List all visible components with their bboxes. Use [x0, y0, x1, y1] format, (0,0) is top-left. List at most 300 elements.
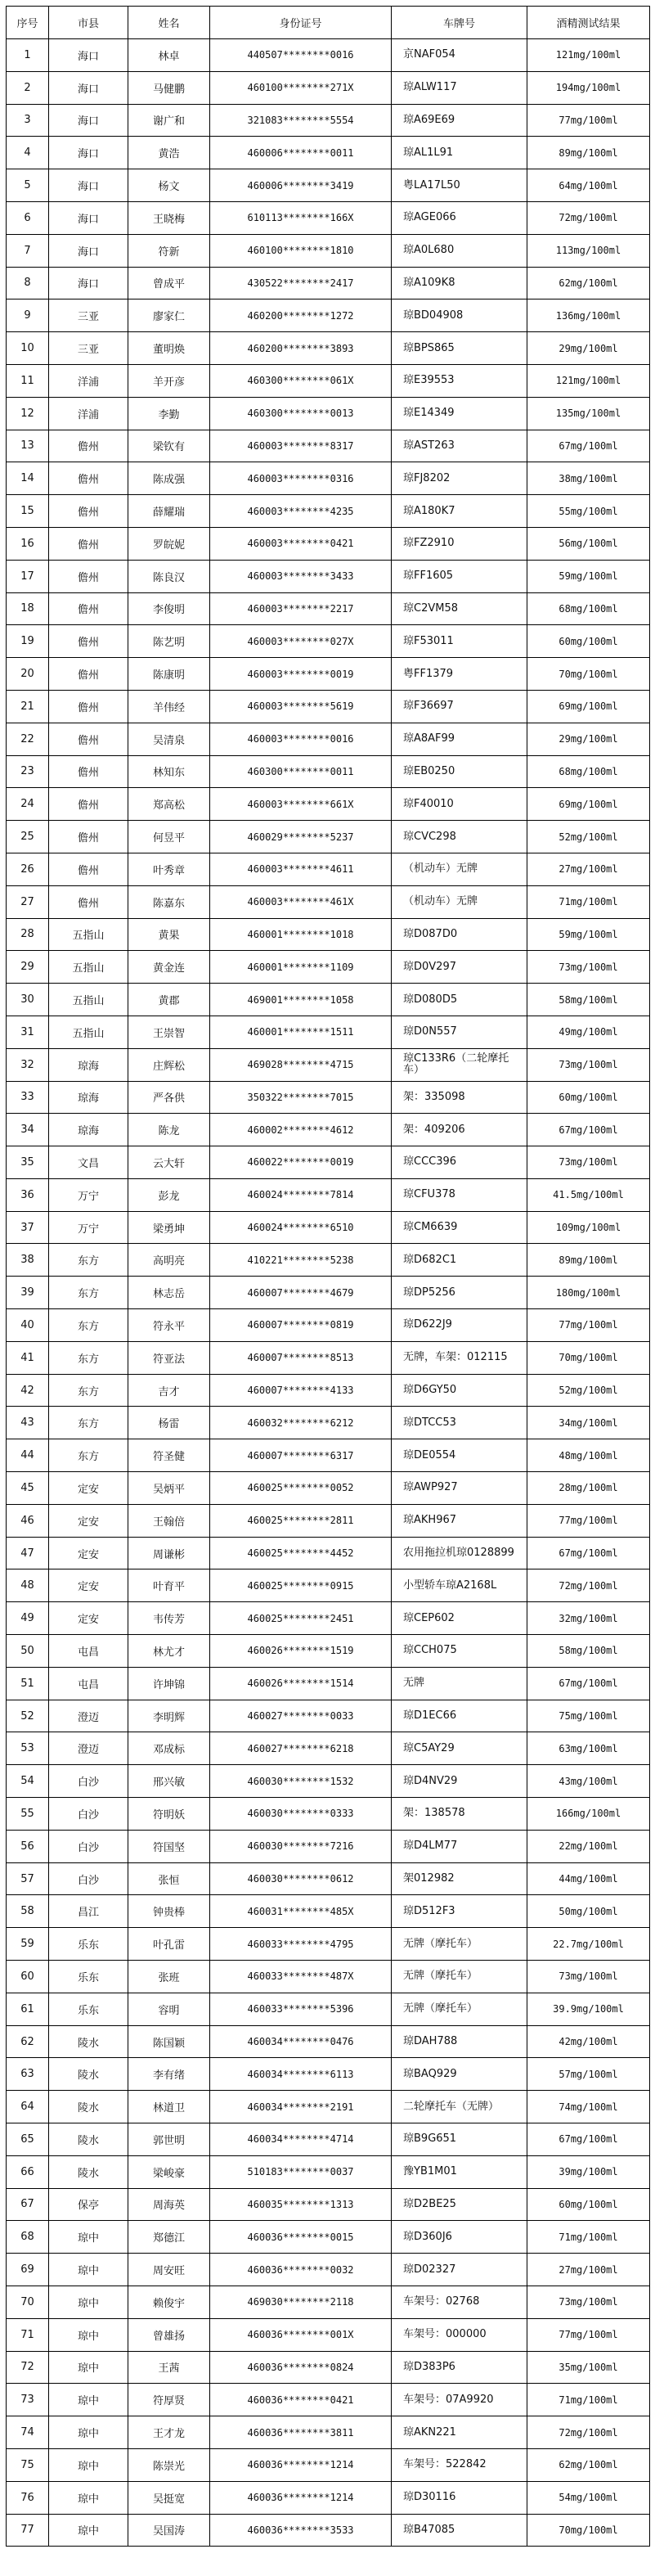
cell-plate: 琼C5AY29 — [392, 1732, 527, 1765]
cell-alcohol-result: 75mg/100ml — [527, 1700, 650, 1732]
cell-index: 62 — [7, 2025, 49, 2058]
cell-county: 儋州 — [49, 560, 128, 592]
cell-county: 儋州 — [49, 853, 128, 885]
cell-alcohol-result: 41.5mg/100ml — [527, 1178, 650, 1211]
table-row — [7, 592, 650, 625]
table-row — [7, 1961, 650, 1993]
cell-alcohol-result: 73mg/100ml — [527, 951, 650, 984]
cell-county: 海口 — [49, 267, 128, 299]
cell-id-number: 460003********3433 — [210, 560, 392, 592]
cell-id-number: 460025********0915 — [210, 1569, 392, 1602]
cell-name: 董明焕 — [128, 332, 210, 365]
cell-id-number: 460036********1214 — [210, 2481, 392, 2514]
cell-county: 白沙 — [49, 1798, 128, 1831]
cell-index: 35 — [7, 1146, 49, 1179]
table-row — [7, 364, 650, 397]
cell-county: 白沙 — [49, 1862, 128, 1895]
cell-plate: 无牌（摩托车） — [392, 1993, 527, 2025]
cell-id-number: 460036********1214 — [210, 2448, 392, 2481]
cell-county: 儋州 — [49, 625, 128, 658]
cell-plate: 琼D6GY50 — [392, 1374, 527, 1407]
cell-index: 43 — [7, 1407, 49, 1439]
cell-index: 72 — [7, 2351, 49, 2384]
cell-index: 30 — [7, 984, 49, 1016]
cell-id-number: 430522********2417 — [210, 267, 392, 299]
cell-index: 44 — [7, 1439, 49, 1472]
cell-plate: 琼D4NV29 — [392, 1765, 527, 1798]
cell-name: 杨雷 — [128, 1407, 210, 1439]
cell-index: 76 — [7, 2481, 49, 2514]
cell-name: 杨文 — [128, 169, 210, 202]
cell-index: 18 — [7, 592, 49, 625]
cell-index: 20 — [7, 658, 49, 691]
table-row — [7, 560, 650, 592]
cell-index: 24 — [7, 788, 49, 821]
cell-id-number: 469028********4715 — [210, 1048, 392, 1081]
cell-name: 薛耀瑞 — [128, 495, 210, 528]
cell-index: 22 — [7, 723, 49, 755]
cell-county: 保亭 — [49, 2188, 128, 2221]
cell-index: 6 — [7, 201, 49, 234]
cell-county: 陵水 — [49, 2123, 128, 2156]
cell-alcohol-result: 64mg/100ml — [527, 169, 650, 202]
cell-id-number: 460003********5619 — [210, 690, 392, 723]
cell-index: 49 — [7, 1602, 49, 1635]
cell-alcohol-result: 67mg/100ml — [527, 1537, 650, 1569]
cell-alcohol-result: 113mg/100ml — [527, 234, 650, 267]
cell-alcohol-result: 109mg/100ml — [527, 1211, 650, 1244]
cell-name: 林知东 — [128, 755, 210, 788]
cell-alcohol-result: 136mg/100ml — [527, 299, 650, 332]
cell-plate: 小型轿车琼A2168L — [392, 1569, 527, 1602]
cell-name: 吴清泉 — [128, 723, 210, 755]
cell-index: 56 — [7, 1830, 49, 1862]
cell-alcohol-result: 60mg/100ml — [527, 625, 650, 658]
cell-name: 邓成标 — [128, 1732, 210, 1765]
cell-index: 71 — [7, 2318, 49, 2351]
cell-alcohol-result: 56mg/100ml — [527, 527, 650, 560]
cell-index: 57 — [7, 1862, 49, 1895]
cell-name: 曾成平 — [128, 267, 210, 299]
cell-county: 乐东 — [49, 1993, 128, 2025]
cell-county: 海口 — [49, 39, 128, 72]
cell-name: 林道卫 — [128, 2091, 210, 2123]
cell-alcohol-result: 67mg/100ml — [527, 430, 650, 462]
cell-plate: 架：335098 — [392, 1081, 527, 1114]
cell-id-number: 460002********4612 — [210, 1114, 392, 1146]
cell-name: 梁勇坤 — [128, 1211, 210, 1244]
table-row — [7, 658, 650, 691]
cell-alcohol-result: 59mg/100ml — [527, 918, 650, 951]
table-row — [7, 1146, 650, 1179]
cell-plate: 琼CM6639 — [392, 1211, 527, 1244]
cell-name: 叶秀章 — [128, 853, 210, 885]
cell-id-number: 460007********8513 — [210, 1341, 392, 1374]
cell-alcohol-result: 70mg/100ml — [527, 658, 650, 691]
table-row — [7, 2384, 650, 2416]
cell-alcohol-result: 71mg/100ml — [527, 2384, 650, 2416]
cell-index: 34 — [7, 1114, 49, 1146]
table-row — [7, 690, 650, 723]
cell-id-number: 460200********3893 — [210, 332, 392, 365]
cell-county: 儋州 — [49, 788, 128, 821]
cell-plate: 琼F40010 — [392, 788, 527, 821]
cell-id-number: 460100********1810 — [210, 234, 392, 267]
cell-county: 陵水 — [49, 2058, 128, 2091]
cell-alcohol-result: 67mg/100ml — [527, 2123, 650, 2156]
cell-alcohol-result: 73mg/100ml — [527, 2286, 650, 2318]
cell-alcohol-result: 35mg/100ml — [527, 2351, 650, 2384]
cell-alcohol-result: 77mg/100ml — [527, 104, 650, 137]
cell-name: 张恒 — [128, 1862, 210, 1895]
cell-alcohol-result: 72mg/100ml — [527, 2416, 650, 2449]
cell-plate: 琼D087D0 — [392, 918, 527, 951]
cell-id-number: 460003********027X — [210, 625, 392, 658]
cell-county: 定安 — [49, 1537, 128, 1569]
cell-plate: 粤FF1379 — [392, 658, 527, 691]
cell-plate: 琼CFU378 — [392, 1178, 527, 1211]
cell-name: 钟贵棒 — [128, 1895, 210, 1928]
cell-alcohol-result: 60mg/100ml — [527, 2188, 650, 2221]
cell-county: 海口 — [49, 234, 128, 267]
cell-id-number: 460034********6113 — [210, 2058, 392, 2091]
cell-county: 儋州 — [49, 821, 128, 853]
cell-alcohol-result: 44mg/100ml — [527, 1862, 650, 1895]
cell-id-number: 460007********4679 — [210, 1277, 392, 1309]
cell-alcohol-result: 22.7mg/100ml — [527, 1928, 650, 1961]
table-row — [7, 2481, 650, 2514]
cell-county: 琼中 — [49, 2481, 128, 2514]
cell-id-number: 460026********1519 — [210, 1635, 392, 1668]
cell-index: 45 — [7, 1472, 49, 1505]
cell-id-number: 460036********3533 — [210, 2514, 392, 2547]
cell-county: 海口 — [49, 137, 128, 169]
cell-index: 28 — [7, 918, 49, 951]
cell-name: 符永平 — [128, 1309, 210, 1342]
cell-alcohol-result: 62mg/100ml — [527, 267, 650, 299]
cell-county: 儋州 — [49, 462, 128, 495]
table-row — [7, 1016, 650, 1048]
cell-plate: 车架号：02768 — [392, 2286, 527, 2318]
cell-plate: 琼A69E69 — [392, 104, 527, 137]
cell-plate: 琼D0N557 — [392, 1016, 527, 1048]
cell-county: 白沙 — [49, 1830, 128, 1862]
cell-index: 48 — [7, 1569, 49, 1602]
cell-id-number: 460007********0819 — [210, 1309, 392, 1342]
cell-name: 郑德江 — [128, 2221, 210, 2254]
cell-id-number: 460300********061X — [210, 364, 392, 397]
cell-index: 69 — [7, 2254, 49, 2286]
cell-plate: 琼D512F3 — [392, 1895, 527, 1928]
cell-index: 60 — [7, 1961, 49, 1993]
cell-alcohol-result: 32mg/100ml — [527, 1602, 650, 1635]
table-row — [7, 1569, 650, 1602]
cell-name: 罗皖妮 — [128, 527, 210, 560]
table-row — [7, 2058, 650, 2091]
cell-plate: 琼B9G651 — [392, 2123, 527, 2156]
table-row — [7, 788, 650, 821]
cell-county: 陵水 — [49, 2091, 128, 2123]
cell-id-number: 460003********2217 — [210, 592, 392, 625]
cell-plate: 琼E39553 — [392, 364, 527, 397]
table-row — [7, 1635, 650, 1668]
cell-id-number: 460300********0011 — [210, 755, 392, 788]
cell-alcohol-result: 52mg/100ml — [527, 1374, 650, 1407]
cell-alcohol-result: 27mg/100ml — [527, 853, 650, 885]
cell-index: 8 — [7, 267, 49, 299]
cell-plate: 无牌（摩托车） — [392, 1961, 527, 1993]
cell-id-number: 460001********1511 — [210, 1016, 392, 1048]
cell-alcohol-result: 55mg/100ml — [527, 495, 650, 528]
cell-county: 洋浦 — [49, 364, 128, 397]
cell-name: 李明辉 — [128, 1700, 210, 1732]
cell-name: 容明 — [128, 1993, 210, 2025]
cell-name: 廖家仁 — [128, 299, 210, 332]
cell-name: 陈国颖 — [128, 2025, 210, 2058]
table-row — [7, 723, 650, 755]
cell-plate: 琼DE0554 — [392, 1439, 527, 1472]
cell-index: 40 — [7, 1309, 49, 1342]
cell-plate: 琼D383P6 — [392, 2351, 527, 2384]
cell-index: 42 — [7, 1374, 49, 1407]
table-row — [7, 1765, 650, 1798]
header-plate: 车牌号 — [392, 7, 527, 39]
table-row — [7, 2155, 650, 2188]
cell-name: 吴挺宽 — [128, 2481, 210, 2514]
cell-id-number: 460200********1272 — [210, 299, 392, 332]
cell-alcohol-result: 63mg/100ml — [527, 1732, 650, 1765]
cell-id-number: 460034********4714 — [210, 2123, 392, 2156]
cell-index: 41 — [7, 1341, 49, 1374]
cell-id-number: 460001********1109 — [210, 951, 392, 984]
cell-name: 梁钦有 — [128, 430, 210, 462]
cell-alcohol-result: 58mg/100ml — [527, 984, 650, 1016]
cell-alcohol-result: 73mg/100ml — [527, 1961, 650, 1993]
cell-county: 澄迈 — [49, 1732, 128, 1765]
cell-id-number: 460024********6510 — [210, 1211, 392, 1244]
cell-plate: 琼CCC396 — [392, 1146, 527, 1179]
cell-county: 琼中 — [49, 2416, 128, 2449]
table-row — [7, 1928, 650, 1961]
table-row — [7, 397, 650, 430]
table-row — [7, 2318, 650, 2351]
table-row — [7, 1862, 650, 1895]
table-row — [7, 430, 650, 462]
table-row — [7, 527, 650, 560]
cell-county: 三亚 — [49, 299, 128, 332]
cell-alcohol-result: 135mg/100ml — [527, 397, 650, 430]
cell-plate: 架012982 — [392, 1862, 527, 1895]
cell-plate: 琼D4LM77 — [392, 1830, 527, 1862]
cell-id-number: 469001********1058 — [210, 984, 392, 1016]
cell-id-number: 460006********3419 — [210, 169, 392, 202]
cell-index: 65 — [7, 2123, 49, 2156]
table-row — [7, 169, 650, 202]
cell-name: 彭龙 — [128, 1178, 210, 1211]
cell-plate: 琼AST263 — [392, 430, 527, 462]
table-row — [7, 1830, 650, 1862]
cell-alcohol-result: 73mg/100ml — [527, 1048, 650, 1081]
cell-id-number: 410221********5238 — [210, 1244, 392, 1277]
cell-plate: 琼EB0250 — [392, 755, 527, 788]
table-row — [7, 495, 650, 528]
cell-index: 17 — [7, 560, 49, 592]
cell-county: 洋浦 — [49, 397, 128, 430]
header-alcohol-result: 酒精测试结果 — [527, 7, 650, 39]
table-row — [7, 2254, 650, 2286]
cell-id-number: 460022********0019 — [210, 1146, 392, 1179]
cell-index: 58 — [7, 1895, 49, 1928]
cell-county: 定安 — [49, 1569, 128, 1602]
cell-index: 47 — [7, 1537, 49, 1569]
cell-index: 7 — [7, 234, 49, 267]
cell-county: 陵水 — [49, 2155, 128, 2188]
cell-alcohol-result: 68mg/100ml — [527, 592, 650, 625]
cell-name: 严各供 — [128, 1081, 210, 1114]
cell-alcohol-result: 39mg/100ml — [527, 2155, 650, 2188]
cell-index: 26 — [7, 853, 49, 885]
cell-alcohol-result: 121mg/100ml — [527, 39, 650, 72]
cell-id-number: 610113********166X — [210, 201, 392, 234]
cell-name: 羊开彦 — [128, 364, 210, 397]
cell-name: 王崇智 — [128, 1016, 210, 1048]
cell-plate: 琼DP5256 — [392, 1277, 527, 1309]
cell-name: 马健鹏 — [128, 71, 210, 104]
cell-alcohol-result: 62mg/100ml — [527, 2448, 650, 2481]
cell-county: 儋州 — [49, 592, 128, 625]
cell-alcohol-result: 69mg/100ml — [527, 788, 650, 821]
table-row — [7, 2221, 650, 2254]
header-index: 序号 — [7, 7, 49, 39]
cell-name: 陈良汉 — [128, 560, 210, 592]
cell-plate: （机动车）无牌 — [392, 885, 527, 918]
cell-id-number: 460034********2191 — [210, 2091, 392, 2123]
cell-county: 儋州 — [49, 755, 128, 788]
cell-county: 屯昌 — [49, 1635, 128, 1668]
table-row — [7, 951, 650, 984]
cell-county: 琼海 — [49, 1048, 128, 1081]
cell-plate: 架：138578 — [392, 1798, 527, 1831]
cell-id-number: 460027********0033 — [210, 1700, 392, 1732]
cell-id-number: 460007********4133 — [210, 1374, 392, 1407]
cell-index: 32 — [7, 1048, 49, 1081]
cell-plate: 琼DAH788 — [392, 2025, 527, 2058]
cell-plate: 琼D02327 — [392, 2254, 527, 2286]
cell-alcohol-result: 89mg/100ml — [527, 137, 650, 169]
cell-county: 万宁 — [49, 1178, 128, 1211]
cell-name: 王翰倍 — [128, 1504, 210, 1537]
cell-id-number: 321083********5554 — [210, 104, 392, 137]
table-row — [7, 1374, 650, 1407]
cell-id-number: 460030********1532 — [210, 1765, 392, 1798]
cell-plate: （机动车）无牌 — [392, 853, 527, 885]
table-row — [7, 332, 650, 365]
table-row — [7, 1439, 650, 1472]
cell-id-number: 460036********0032 — [210, 2254, 392, 2286]
cell-plate: 农用拖拉机琼0128899 — [392, 1537, 527, 1569]
cell-plate: 琼CVC298 — [392, 821, 527, 853]
cell-id-number: 460033********4795 — [210, 1928, 392, 1961]
cell-plate: 琼A8AF99 — [392, 723, 527, 755]
cell-county: 儋州 — [49, 495, 128, 528]
cell-id-number: 460007********6317 — [210, 1439, 392, 1472]
cell-id-number: 460024********7814 — [210, 1178, 392, 1211]
cell-index: 29 — [7, 951, 49, 984]
cell-name: 林尤才 — [128, 1635, 210, 1668]
cell-id-number: 460036********001X — [210, 2318, 392, 2351]
cell-plate: 琼A180K7 — [392, 495, 527, 528]
cell-plate: 琼D622J9 — [392, 1309, 527, 1342]
cell-alcohol-result: 57mg/100ml — [527, 2058, 650, 2091]
cell-name: 梁峻豪 — [128, 2155, 210, 2188]
cell-index: 74 — [7, 2416, 49, 2449]
table-header-row — [7, 7, 650, 39]
cell-id-number: 460025********4452 — [210, 1537, 392, 1569]
cell-plate: 琼AL1L91 — [392, 137, 527, 169]
cell-name: 周海英 — [128, 2188, 210, 2221]
cell-name: 云大轩 — [128, 1146, 210, 1179]
cell-id-number: 460003********0019 — [210, 658, 392, 691]
cell-alcohol-result: 72mg/100ml — [527, 201, 650, 234]
cell-id-number: 460034********0476 — [210, 2025, 392, 2058]
cell-id-number: 460029********5237 — [210, 821, 392, 853]
cell-county: 海口 — [49, 71, 128, 104]
cell-name: 符亚法 — [128, 1341, 210, 1374]
cell-name: 陈嘉东 — [128, 885, 210, 918]
cell-county: 儋州 — [49, 690, 128, 723]
cell-index: 31 — [7, 1016, 49, 1048]
cell-index: 63 — [7, 2058, 49, 2091]
cell-alcohol-result: 121mg/100ml — [527, 364, 650, 397]
cell-name: 陈龙 — [128, 1114, 210, 1146]
cell-county: 东方 — [49, 1277, 128, 1309]
cell-id-number: 460006********0011 — [210, 137, 392, 169]
cell-county: 琼中 — [49, 2384, 128, 2416]
cell-plate: 琼AKH967 — [392, 1504, 527, 1537]
cell-alcohol-result: 73mg/100ml — [527, 1146, 650, 1179]
cell-name: 陈崇光 — [128, 2448, 210, 2481]
cell-alcohol-result: 49mg/100ml — [527, 1016, 650, 1048]
cell-index: 77 — [7, 2514, 49, 2547]
cell-county: 定安 — [49, 1504, 128, 1537]
cell-county: 琼中 — [49, 2351, 128, 2384]
cell-index: 13 — [7, 430, 49, 462]
cell-name: 郑高松 — [128, 788, 210, 821]
cell-index: 53 — [7, 1732, 49, 1765]
cell-alcohol-result: 29mg/100ml — [527, 332, 650, 365]
table-row — [7, 1700, 650, 1732]
cell-plate: 车架号：000000 — [392, 2318, 527, 2351]
cell-name: 谢广和 — [128, 104, 210, 137]
cell-id-number: 460025********2811 — [210, 1504, 392, 1537]
cell-county: 琼中 — [49, 2254, 128, 2286]
cell-index: 1 — [7, 39, 49, 72]
cell-plate: 京NAF054 — [392, 39, 527, 72]
cell-county: 乐东 — [49, 1928, 128, 1961]
cell-county: 东方 — [49, 1407, 128, 1439]
cell-index: 39 — [7, 1277, 49, 1309]
cell-index: 2 — [7, 71, 49, 104]
cell-alcohol-result: 67mg/100ml — [527, 1114, 650, 1146]
cell-id-number: 460026********1514 — [210, 1667, 392, 1700]
cell-plate: 琼BPS865 — [392, 332, 527, 365]
cell-county: 东方 — [49, 1309, 128, 1342]
cell-index: 54 — [7, 1765, 49, 1798]
cell-index: 52 — [7, 1700, 49, 1732]
table-row — [7, 853, 650, 885]
cell-name: 高明亮 — [128, 1244, 210, 1277]
cell-alcohol-result: 29mg/100ml — [527, 723, 650, 755]
